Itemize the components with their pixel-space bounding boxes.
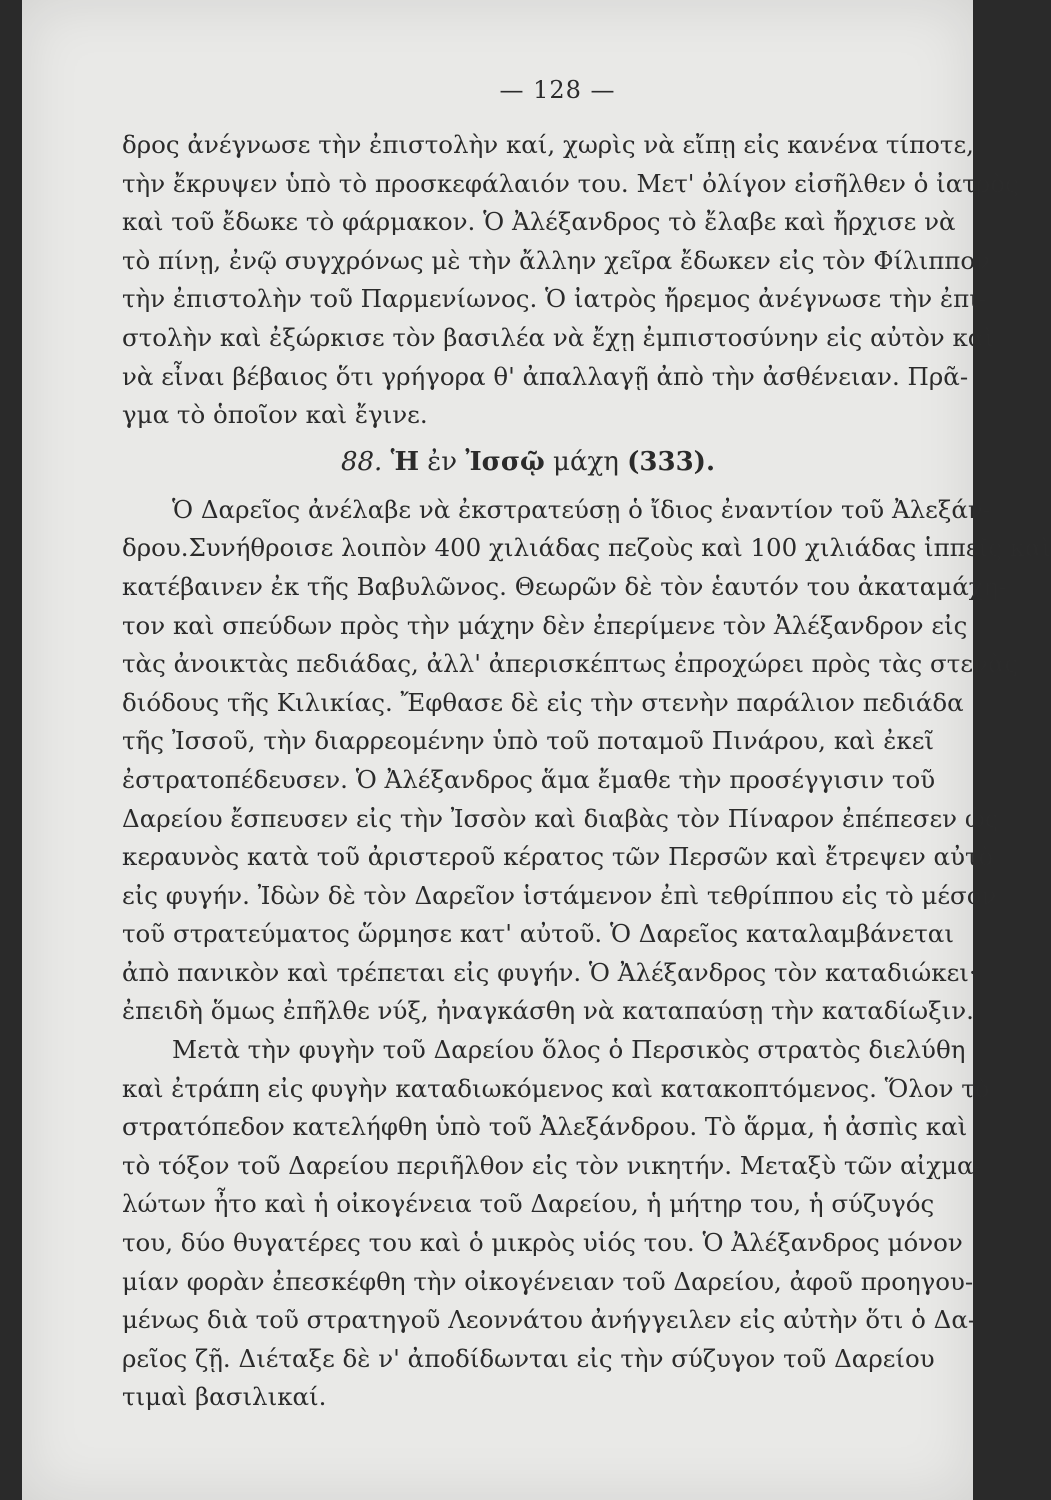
text-line: δρου.Συνήθροισε λοιπὸν 400 χιλιάδας πεζοὺς καὶ 100 χιλιάδας ἱππεῖς καὶ — [122, 533, 1051, 563]
text-line: στολὴν καὶ ἐξώρκισε τὸν βασιλέα νὰ ἔχῃ ἐμπιστοσύνην εἰς αὐτὸν καὶ — [122, 322, 994, 352]
text-line: τὸ πίνῃ, ἐνῷ συγχρόνως μὲ τὴν ἄλλην χεῖρα ἔδωκεν εἰς τὸν Φίλιππον — [122, 245, 991, 275]
text-line: κατέβαινεν ἐκ τῆς Βαβυλῶνος. Θεωρῶν δὲ τὸν ἑαυτόν του ἀκαταμάχη- — [122, 571, 1007, 601]
text-line: Δαρείου ἔσπευσεν εἰς τὴν Ἰσσὸν καὶ διαβὰς τὸν Πίναρον ἐπέπεσεν ὡς — [122, 803, 999, 833]
text-line: εἰς φυγήν. Ἰδὼν δὲ τὸν Δαρεῖον ἱστάμενον ἐπὶ τεθρίππου εἰς τὸ μέσον — [122, 880, 997, 910]
text-line: τὴν ἐπιστολὴν τοῦ Παρμενίωνος. Ὁ ἰατρὸς ἤρεμος ἀνέγνωσε τὴν ἐπι- — [122, 284, 988, 314]
text-line: δρος ἀνέγνωσε τὴν ἐπιστολὴν καί, χωρὶς νὰ εἴπῃ εἰς κανένα τίποτε, — [122, 130, 974, 159]
text-line: καὶ τοῦ ἔδωκε τὸ φάρμακον. Ὁ Ἀλέξανδρος τὸ ἔλαβε καὶ ἤρχισε νὰ — [122, 207, 956, 237]
text-line: μένως διὰ τοῦ στρατηγοῦ Λεοννάτου ἀνήγγειλεν εἰς αὐτὴν ὅτι ὁ Δα- — [122, 1305, 977, 1335]
text-body — [122, 126, 1051, 1417]
book-page — [22, 0, 1051, 1500]
text-line: του, δύο θυγατέρες του καὶ ὁ μικρὸς υἱός του. Ὁ Ἀλέξανδρος μόνον — [122, 1228, 963, 1258]
text-line: κεραυνὸς κατὰ τοῦ ἀριστεροῦ κέρατος τῶν Περσῶν καὶ ἔτρεψεν αὐτὸ — [122, 842, 994, 872]
text-line: τοῦ στρατεύματος ὥρμησε κατ' αὐτοῦ. Ὁ Δαρεῖος καταλαμβάνεται — [122, 919, 954, 949]
text-line: τῆς Ἰσσοῦ, τὴν διαρρεομένην ὑπὸ τοῦ ποταμοῦ Πινάρου, καὶ ἐκεῖ — [122, 726, 934, 756]
text-line: ἀπὸ πανικὸν καὶ τρέπεται εἰς φυγήν. Ὁ Ἀλέξανδρος τὸν καταδιώκει· — [122, 957, 977, 987]
text-line: διόδους τῆς Κιλικίας. Ἔφθασε δὲ εἰς τὴν στενὴν παράλιον πεδιάδα — [122, 687, 964, 717]
heading-year: (333). — [627, 446, 716, 477]
text-line: ρεῖος ζῇ. Διέταξε δὲ ν' ἀποδίδωνται εἰς τὴν σύζυγον τοῦ Δαρείου — [122, 1343, 935, 1373]
text-line: λώτων ἦτο καὶ ἡ οἰκογένεια τοῦ Δαρείου, ἡ μήτηρ του, ἡ σύζυγός — [122, 1189, 935, 1219]
text-line: νὰ εἶναι βέβαιος ὅτι γρήγορα θ' ἀπαλλαγῇ ἀπὸ τὴν ἀσθένειαν. Πρᾶ- — [122, 361, 969, 391]
text-line: Ὁ Δαρεῖος ἀνέλαβε νὰ ἐκστρατεύσῃ ὁ ἴδιος ἐναντίον τοῦ Ἀλεξάν- — [172, 494, 992, 524]
text-line: τιμαὶ βασιλικαί. — [122, 1382, 327, 1412]
heading-battle: μάχη — [544, 446, 628, 477]
heading-preposition: ἐν — [419, 446, 466, 477]
text-line: ἐπειδὴ ὅμως ἐπῆλθε νύξ, ἠναγκάσθη νὰ καταπαύσῃ τὴν καταδίωξιν. — [122, 996, 974, 1026]
text-line: τὴν ἔκρυψεν ὑπὸ τὸ προσκεφάλαιόν του. Μετ' ὀλίγον εἰσῆλθεν ὁ ἰατρὸς — [122, 168, 1019, 198]
heading-place: Ἰσσῷ — [465, 446, 545, 477]
text-line: τὸ τόξον τοῦ Δαρείου περιῆλθον εἰς τὸν νικητήν. Μεταξὺ τῶν αἰχμα- — [122, 1150, 982, 1180]
paragraph-1 — [122, 126, 1019, 435]
page-number: — 128 — — [499, 76, 616, 104]
heading-article: Ἡ — [390, 446, 420, 477]
paragraph-3 — [122, 1031, 990, 1417]
paragraph-2 — [122, 491, 1051, 1031]
section-heading — [122, 437, 934, 487]
text-line: γμα τὸ ὁποῖον καὶ ἔγινε. — [122, 400, 428, 430]
text-line: στρατόπεδον κατελήφθη ὑπὸ τοῦ Ἀλεξάνδρου. Τὸ ἅρμα, ἡ ἀσπὶς καὶ — [122, 1112, 968, 1142]
text-line: Μετὰ τὴν φυγὴν τοῦ Δαρείου ὅλος ὁ Περσικὸς στρατὸς διελύθη — [172, 1035, 966, 1065]
text-line: ἐστρατοπέδευσεν. Ὁ Ἀλέξανδρος ἅμα ἔμαθε τὴν προσέγγισιν τοῦ — [122, 764, 936, 794]
text-line: τον καὶ σπεύδων πρὸς τὴν μάχην δὲν ἐπερίμενε τὸν Ἀλέξανδρον εἰς — [122, 610, 968, 640]
text-line: τὰς ἀνοικτὰς πεδιάδας, ἀλλ' ἀπερισκέπτως ἐπροχώρει πρὸς τὰς στενὰς — [122, 649, 1019, 679]
text-line: καὶ ἐτράπη εἰς φυγὴν καταδιωκόμενος καὶ κατακοπτόμενος. Ὅλον τὸ — [122, 1073, 990, 1103]
text-line: μίαν φορὰν ἐπεσκέφθη τὴν οἰκογένειαν τοῦ Δαρείου, ἀφοῦ προηγου- — [122, 1266, 974, 1296]
section-number: 88. — [340, 446, 383, 477]
